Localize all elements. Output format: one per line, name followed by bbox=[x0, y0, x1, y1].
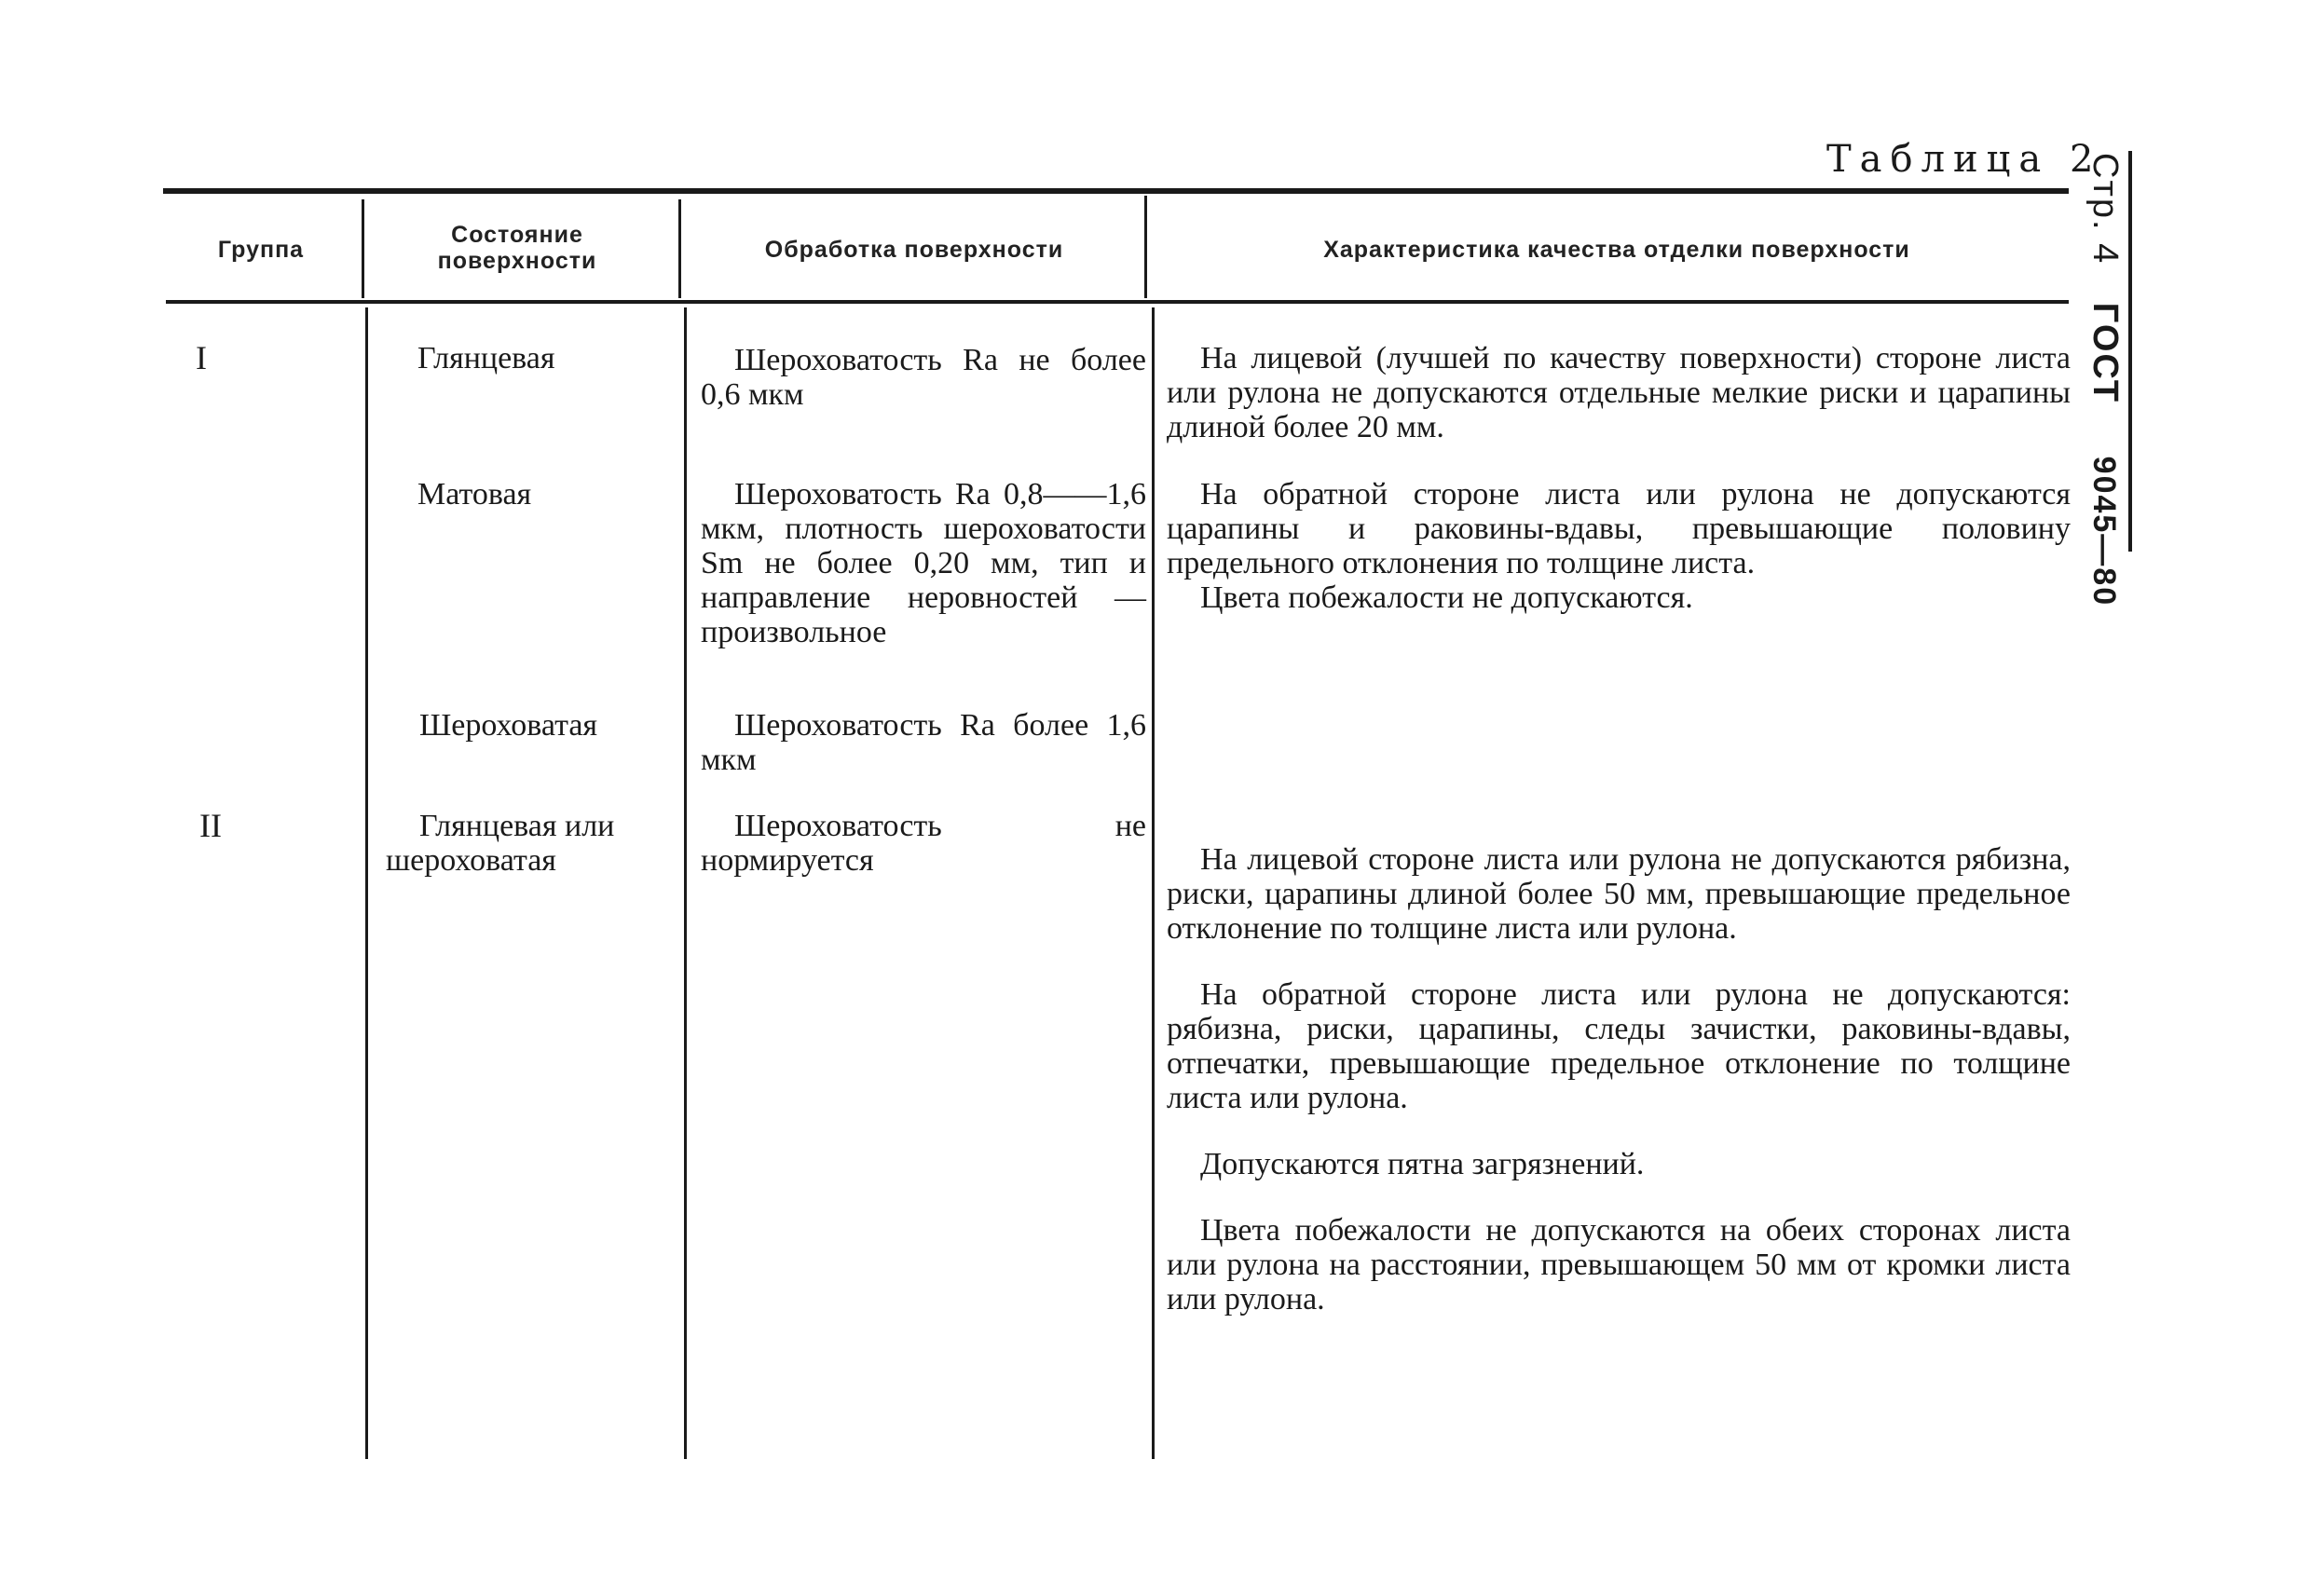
quality-row-1 bbox=[1167, 341, 2071, 444]
column-header-treatment: Обработка поверхности bbox=[764, 237, 1064, 263]
side-divider bbox=[2128, 151, 2132, 552]
column-header-state: Состояние поверхности bbox=[437, 222, 597, 274]
quality-paragraph: Цвета побежалости не допускаются. bbox=[1200, 580, 1693, 615]
header-divider-3 bbox=[1144, 196, 1147, 298]
treatment-row-2: Шероховатость Ra 0,8——1,6 мкм, плотность шероховатости Sm не более 0,20 мм, тип и направление неровностей — произвольное bbox=[701, 477, 1146, 649]
header-divider-1 bbox=[362, 199, 364, 298]
column-header-group: Группа bbox=[217, 237, 305, 263]
state-matte: Матовая bbox=[417, 477, 532, 512]
state-rough: Шероховатая bbox=[419, 708, 598, 743]
table-top-rule bbox=[163, 188, 2069, 194]
standard-number: 9045—80 bbox=[2086, 456, 2122, 607]
page-number: Стр. 4 bbox=[2085, 153, 2125, 266]
quality-row-2 bbox=[1167, 477, 2071, 615]
table-title: Таблица 2 bbox=[1826, 138, 2102, 181]
header-divider-2 bbox=[678, 199, 681, 298]
standard-label: ГОСТ bbox=[2085, 302, 2125, 404]
quality-paragraph: Цвета побежалости не допускаются на обеих сторонах листа или рулона на расстоянии, превышающем 50 мм от кромки листа или рулона. bbox=[1167, 1213, 2071, 1316]
state-glossy: Глянцевая bbox=[417, 341, 555, 375]
body-divider-3 bbox=[1152, 307, 1155, 1459]
quality-row-4 bbox=[1167, 842, 2071, 1316]
body-divider-2 bbox=[684, 307, 687, 1459]
treatment-row-3: Шероховатость Ra более 1,6 мкм bbox=[701, 708, 1146, 777]
column-header-quality: Характеристика качества отделки поверхности bbox=[1323, 237, 1910, 263]
body-divider-1 bbox=[365, 307, 368, 1459]
quality-paragraph: На обратной стороне листа или рулона не допускаются: рябизна, риски, царапины, следы зачистки, раковины-вдавы, отпечатки, превышающие предельное отклонение по толщине листа или рулона. bbox=[1167, 977, 2071, 1115]
quality-paragraph: На лицевой стороне листа или рулона не допускаются рябизна, риски, царапины длиной более 50 мм, превышающие предельное отклонение по толщине листа или рулона. bbox=[1167, 842, 2071, 946]
state-glossy-or-rough: Глянцевая или шероховатая bbox=[386, 809, 615, 878]
row-group-2: II bbox=[199, 807, 222, 844]
treatment-row-4: Шероховатость не нормируется bbox=[701, 809, 1146, 878]
treatment-row-1: Шероховатость Ra не более 0,6 мкм bbox=[701, 343, 1146, 412]
quality-paragraph: Допускаются пятна загрязнений. bbox=[1200, 1147, 1645, 1181]
quality-paragraph: На лицевой (лучшей по качеству поверхности) стороне листа или рулона не допускаются отдельные мелкие риски и царапины длиной более 20 мм. bbox=[1167, 341, 2071, 444]
row-group-1: I bbox=[196, 339, 207, 376]
page-side-header bbox=[2085, 153, 2125, 607]
quality-paragraph: На обратной стороне листа или рулона не допускаются царапины и раковины-вдавы, превышающие половину предельного отклонения по толщине листа. bbox=[1167, 477, 2071, 580]
header-bottom-rule bbox=[166, 300, 2069, 304]
